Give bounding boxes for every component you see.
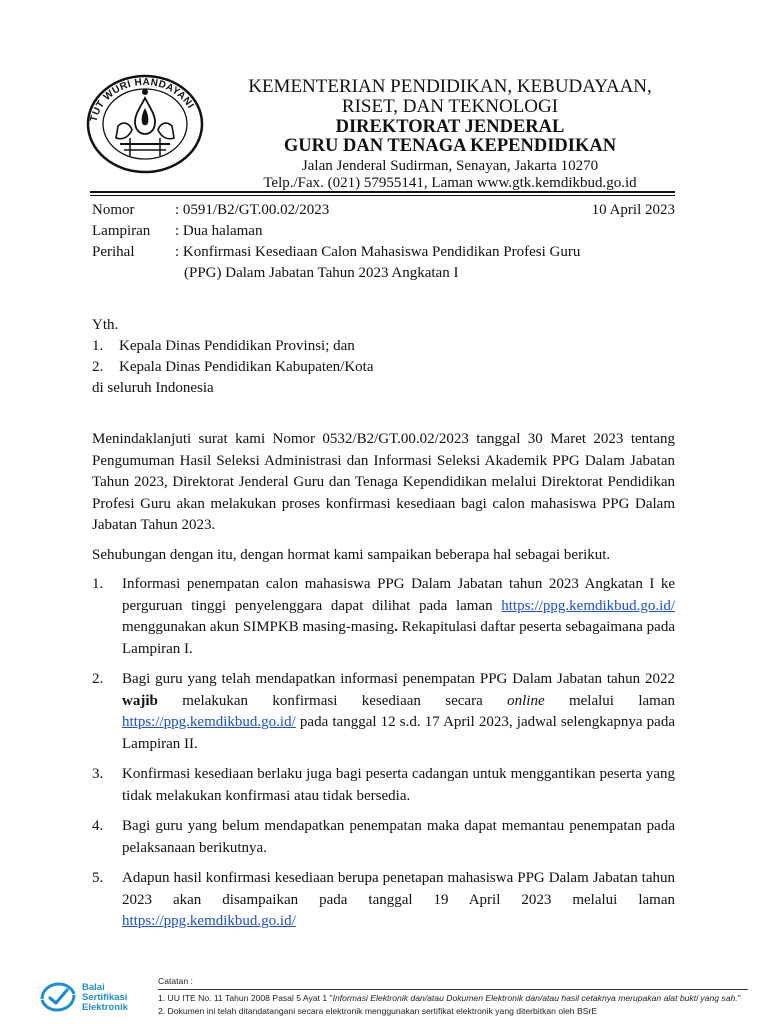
list-text-italic: online [507, 692, 545, 709]
list-item [92, 669, 675, 755]
footer-rule [158, 989, 748, 990]
bsre-name-line: Sertifikasi [82, 992, 128, 1003]
ppg-link[interactable]: https://ppg.kemdikbud.go.id/ [122, 714, 296, 730]
footer-catatan: Catatan : [158, 976, 193, 986]
bsre-name-line: Elektronik [82, 1002, 128, 1013]
nomor-label: Nomor [92, 202, 135, 218]
footer-note-1 [158, 993, 758, 1003]
body-paragraph: Menindaklanjuti surat kami Nomor 0532/B2/GT.00.02/2023 tanggal 30 Maret 2023 tentang Pengumuman Hasil Seleksi Administrasi dan Informasi Seleksi Akademik PPG Dalam Jabatan Tahun 2023, Direktorat Jenderal Guru dan Tenaga Kependidikan melalui Direktorat Pendidikan Profesi Guru akan melakukan proses konfirmasi kesediaan bagi calon mahasiswa PPG Dalam Jabatan Tahun 2023. [92, 431, 675, 533]
body-list [92, 574, 675, 933]
list-text: melalui laman [544, 692, 675, 709]
lampiran-value: : Dua halaman [175, 223, 263, 239]
letter-meta [92, 200, 677, 280]
footer-note-text: " [737, 993, 741, 1003]
list-text-bold: . [394, 619, 398, 635]
recipient-block [92, 315, 677, 399]
list-number: 1. [92, 576, 104, 592]
list-item [92, 816, 675, 859]
letterhead-address: Jalan Jenderal Sudirman, Senayan, Jakarta 10270 [301, 158, 599, 174]
lampiran-label: Lampiran [92, 223, 151, 239]
body-paragraph: Sehubungan dengan itu, dengan hormat kami sampaikan beberapa hal sebagai berikut. [92, 546, 611, 563]
list-number: 2. [92, 671, 104, 687]
list-item [92, 764, 675, 807]
list-text: menggunakan akun SIMPKB masing-masing [122, 619, 395, 635]
bsre-logo-icon [38, 981, 78, 1013]
recipient-item: Kepala Dinas Pendidikan Kabupaten/Kota [119, 359, 374, 375]
footer-note-italic: Informasi Elektronik dan/atau Dokumen Elektronik dan/atau hasil cetaknya merupakan alat bukti yang sah. [332, 993, 738, 1003]
recipient-location: di seluruh Indonesia [92, 380, 214, 396]
list-number: 3. [92, 766, 104, 782]
list-text: Informasi penempatan calon mahasiswa PPG Dalam Jabatan tahun 2023 Angkatan I ke perguruan tinggi penyelenggara dapat dilihat pada laman [122, 576, 675, 614]
letterhead-directorate-2: GURU DAN TENAGA KEPENDIDIKAN [283, 136, 617, 156]
logo-motto: TUT WURI HANDAYANI [88, 76, 196, 123]
bsre-name [82, 983, 128, 1013]
recipient-num: 2. [92, 359, 104, 375]
list-item [92, 868, 675, 933]
recipient-num: 1. [92, 338, 104, 354]
perihal-value-cont: (PPG) Dalam Jabatan Tahun 2023 Angkatan I [184, 265, 459, 281]
list-text: Bagi guru yang belum mendapatkan penempatan maka dapat memantau penempatan pada pelaksanaan berikutnya. [122, 818, 675, 856]
list-text-bold: wajib [122, 692, 158, 709]
letterhead-ministry: KEMENTERIAN PENDIDIKAN, KEBUDAYAAN, [248, 76, 652, 97]
list-text: pada tanggal 12 s.d. 17 April 2023, jadwal selengkapnya pada Lampiran II. [122, 714, 675, 752]
letterhead-ministry-2: RISET, DAN TEKNOLOGI [341, 96, 559, 117]
recipient-item: Kepala Dinas Pendidikan Provinsi; dan [119, 338, 355, 354]
list-text: Adapun hasil konfirmasi kesediaan berupa penetapan mahasiswa PPG Dalam Jabatan tahun 2023 akan disampaikan pada tanggal 19 April 2023 melalui laman [122, 870, 675, 908]
letterhead-rule-thin [90, 195, 675, 196]
footer-note-text: 1. UU ITE No. 11 Tahun 2008 Pasal 5 Ayat 1 " [158, 993, 333, 1003]
bsre-name-line: Balai [82, 982, 105, 993]
list-number: 4. [92, 818, 104, 834]
letterhead-contact: Telp./Fax. (021) 57955141, Laman www.gtk.kemdikbud.go.id [263, 175, 637, 191]
ppg-link[interactable]: https://ppg.kemdikbud.go.id/ [122, 913, 296, 929]
letter-body [92, 429, 675, 942]
perihal-value: : Konfirmasi Kesediaan Calon Mahasiswa Pendidikan Profesi Guru [175, 244, 581, 260]
list-text: melakukan konfirmasi kesediaan secara [157, 692, 508, 709]
list-item [92, 574, 675, 660]
ppg-link[interactable]: https://ppg.kemdikbud.go.id/ [501, 597, 675, 614]
letterhead-rule [90, 191, 675, 193]
list-text: Bagi guru yang telah mendapatkan informasi penempatan PPG Dalam Jabatan tahun 2022 [122, 671, 675, 687]
recipient-yth: Yth. [92, 317, 119, 333]
nomor-value: : 0591/B2/GT.00.02/2023 [175, 202, 330, 218]
list-text: Konfirmasi kesediaan berlaku juga bagi peserta cadangan untuk menggantikan peserta yang tidak melakukan konfirmasi atau tidak bersedia. [122, 766, 675, 804]
letter-date: 10 April 2023 [591, 202, 675, 218]
perihal-label: Perihal [92, 244, 135, 260]
list-number: 5. [92, 870, 104, 886]
footer-note-2: 2. Dokumen ini telah ditandatangani secara elektronik menggunakan sertifikat elektronik yang diterbitkan oleh BSrE [158, 1006, 598, 1016]
list-text: Rekapitulasi daftar peserta sebagaimana pada Lampiran I. [122, 619, 675, 657]
letterhead-directorate: DIREKTORAT JENDERAL [335, 117, 565, 137]
